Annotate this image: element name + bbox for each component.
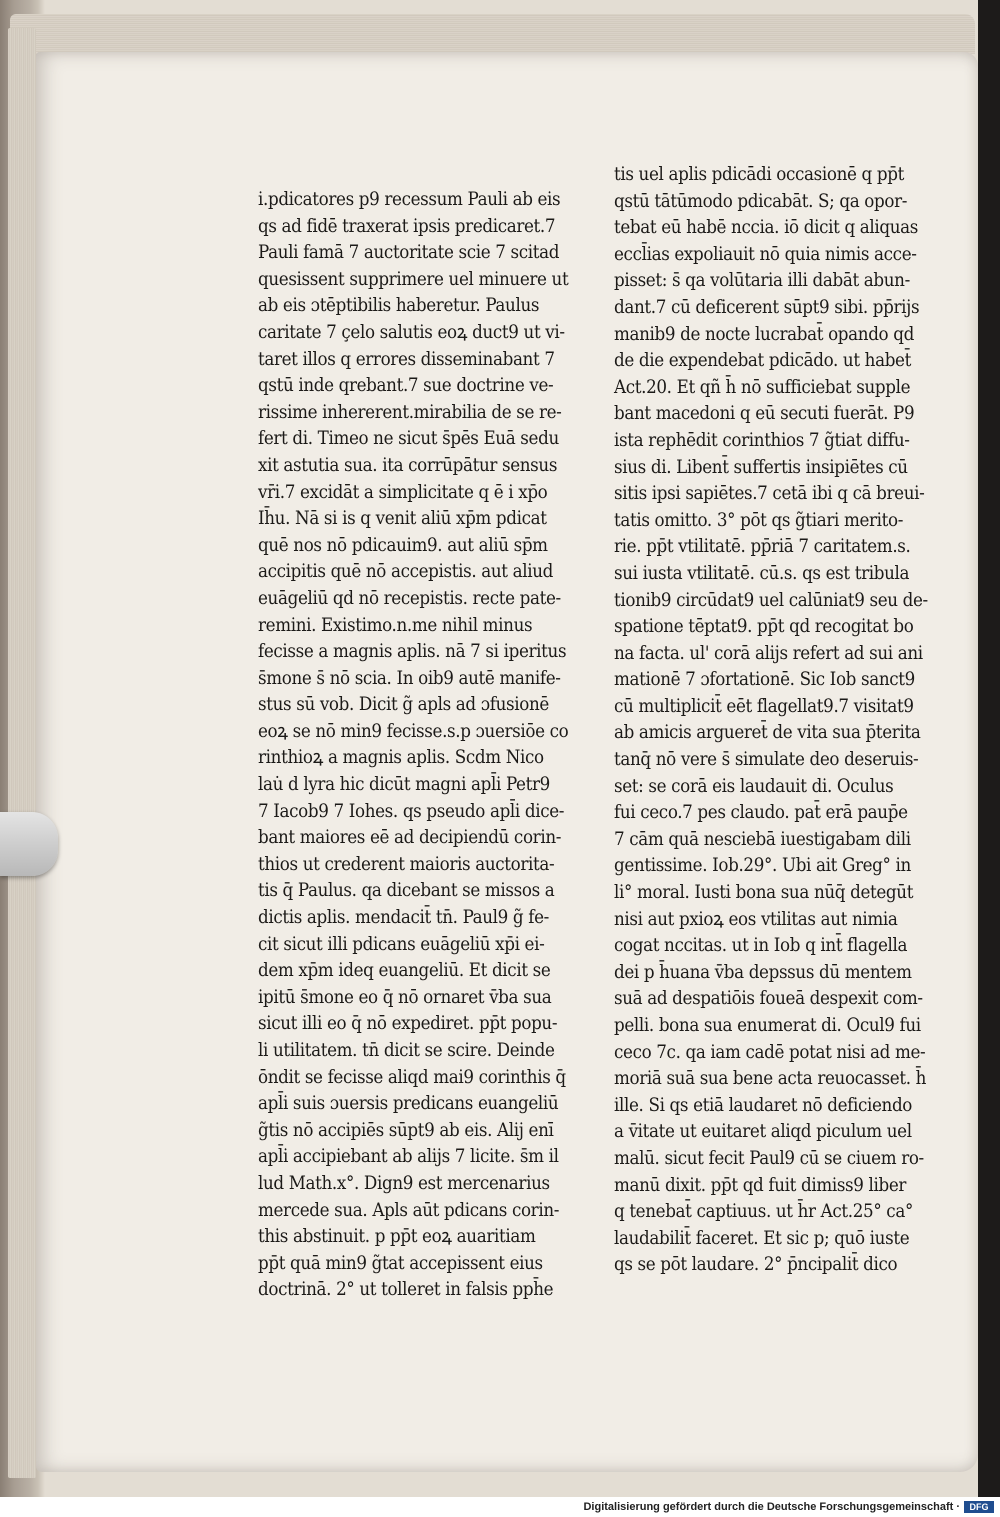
text-line: na facta. ul' corā alijs refert ad sui ani (614, 642, 923, 664)
text-line: xit astutia sua. ita corrūpātur sensus (258, 454, 558, 476)
text-line: qs se pōt laudare. 2° p̄ncipalit̄ dico (614, 1254, 898, 1276)
text-line: ab amicis argueret̄ de vita sua p̄terita (614, 722, 921, 744)
text-line: moriā suā sua bene acta reuocasset. h̄ (614, 1068, 927, 1090)
text-line: tionib9 circūdat9 uel calūniat9 seu de- (614, 589, 928, 611)
text-line: fert di. Timeo ne sicut s̄pēs Euā sedu (258, 428, 559, 450)
text-line: mationē 7 ɔfortationē. Sic Iob sanct9 (614, 669, 915, 691)
text-line: sui iusta vtilitatē. cū.s. qs est tribula (614, 562, 910, 584)
text-line: qs ad fidē traxerat ipsis predicaret.7 (258, 215, 556, 237)
text-line: Pauli famā 7 auctoritate scie 7 scitad (258, 242, 560, 264)
text-line: accipitis quē nō accepistis. aut aliud (258, 561, 554, 583)
text-line: lud Math.x°. Dign9 est mercenarius (258, 1172, 550, 1194)
text-line: suā ad despatiōis foueā despexit com- (614, 988, 923, 1010)
text-line: ōndit se fecisse aliqd mai9 corinthis q̄ (258, 1066, 566, 1088)
page-edges-left (8, 28, 36, 1478)
text-line: qstū tātūmodo pdicabāt. S; qa opor- (614, 190, 908, 212)
text-line: gentissime. Iob.29°. Ubi ait Greg° in (614, 855, 911, 877)
text-line: spatione tēptat9. pp̄t qd recogitat bo (614, 616, 914, 638)
text-line: tis q̄ Paulus. qa dicebant se missos a (258, 880, 555, 902)
text-line: fui ceco.7 pes claudo. pat̄ erā paup̄e (614, 802, 908, 824)
text-line: quē nos nō pdicauim9. aut aliū sp̄m (258, 534, 548, 556)
text-line: nisi aut pxioꝝ eos vtilitas aut nimia (614, 908, 898, 930)
text-line: apl̄i suis ɔuersis predicans euangeliū (258, 1093, 559, 1115)
text-line: dem xp̄m ideq euangeliū. Et dicit se (258, 960, 551, 982)
footer-credit (0, 1497, 1000, 1517)
text-line: li utilitatem. tn̄ dicit se scire. Deinde (258, 1040, 555, 1061)
text-line: vr̄i.7 excidāt a simplicitate q ē i xp̄o (258, 481, 548, 503)
text-line: eoꝝ se nō min9 fecisse.s.p ɔuersiōe co (258, 720, 569, 742)
text-line: a v̄itate ut euitaret aliqd piculum uel (614, 1121, 912, 1143)
text-line: mercede sua. Apls aūt pdicans corin- (258, 1199, 560, 1221)
text-line: qstū inde qrebant.7 sue doctrine ve- (258, 375, 554, 397)
text-line: g̃tis nō accipiēs sūpt9 ab eis. Alij enī (258, 1119, 554, 1141)
text-line: manib9 de nocte lucrabat̄ opando qd (614, 323, 914, 345)
left-text-column (258, 187, 588, 1304)
text-line: pp̄t quā min9 g̃tat accepissent eius (258, 1252, 543, 1274)
text-line: cit sicut illi pdicans euāgeliū xp̄i ei- (258, 933, 545, 955)
text-line: bant maiores eē ad decipiendū corin- (258, 827, 562, 849)
text-line: stus sū vob. Dicit g̃ apls ad ɔfusionē (258, 694, 549, 716)
text-line: cū multiplicit̄ eēt flagellat9.7 visitat9 (614, 695, 914, 717)
footer-credit-text: Digitalisierung gefördert durch die Deutsche Forschungsgemeinschaft · (583, 1501, 960, 1513)
text-line: cogat nccitas. ut in Iob q int̄ flagella (614, 935, 908, 957)
text-line: caritate 7 çelo salutis eoꝝ duct9 ut vi- (258, 321, 565, 343)
text-line: euāgeliū qd nō recepistis. recte pate- (258, 587, 561, 609)
text-line: malū. sicut fecit Paul9 cū se ciuem ro- (614, 1147, 924, 1169)
right-text-column (614, 162, 944, 1279)
text-line: pisset: s̄ qa volūtaria illi dabāt abun- (614, 270, 910, 292)
text-line: bant macedoni q eū secuti fuerāt. P9 (614, 403, 915, 425)
holding-strap (0, 812, 58, 876)
text-line: rie. pp̄t vtilitatē. pp̄riā 7 caritatem.s. (614, 536, 911, 558)
text-line: set: se corā eis laudauit di. Oculus (614, 775, 894, 797)
text-line: quesissent supprimere uel minuere ut (258, 268, 569, 290)
text-line: ista rephēdit corinthios 7 g̃tiat diffu- (614, 429, 910, 451)
text-line: fecisse a magnis aplis. nā 7 si iperitus (258, 641, 567, 663)
text-line: ceco 7c. qa iam cadē potat nisi ad me- (614, 1041, 926, 1063)
text-line: dei p h̄uana v̄ba depssus dū mentem (614, 961, 912, 983)
text-line: tebat eū habē nccia. iō dicit q aliquas (614, 217, 918, 239)
text-line: s̄mone s̄ nō scia. In oib9 autē manife- (258, 667, 561, 689)
text-line: pelli. bona sua enumerat di. Ocul9 fui (614, 1015, 921, 1036)
text-line: li° moral. Iusti bona sua nūq̄ detegūt (614, 882, 914, 904)
text-line: apl̄i accipiebant ab alijs 7 licite. s̄m il (258, 1146, 559, 1168)
text-line: tatis omitto. 3° pōt qs g̃tiari merito- (614, 509, 904, 531)
text-line: rissime inhererent.mirabilia de se re- (258, 401, 562, 423)
text-line: lau̇ d lyra hic dicūt magni apl̄i Petr9 (258, 774, 550, 796)
text-line: 7 Iacob9 7 Iohes. qs pseudo apl̄i dice- (258, 800, 565, 822)
text-line: laudabilit̄ faceret. Et sic p; quō iuste (614, 1227, 910, 1249)
text-line: tis uel aplis pdicādi occasionē q pp̄t (614, 164, 904, 185)
text-line: sius di. Libent̄ suffertis insipiētes cū (614, 456, 908, 478)
text-line: Ih̄u. Nā si is q venit aliū xp̄m pdicat (258, 508, 547, 530)
text-line: rinthioꝝ a magnis aplis. Scdm Nico (258, 747, 544, 769)
text-line: remini. Existimo.n.me nihil minus (258, 614, 533, 636)
text-line: de die expendebat pdicādo. ut habet̄ (614, 350, 911, 372)
text-line: sitis ipsi sapiētes.7 cetā ibi q cā breui- (614, 483, 925, 505)
text-line: ab eis ɔtēptibilis haberetur. Paulus (258, 295, 540, 317)
text-line: tanq̄ nō vere s̄ simulate deo deseruis- (614, 749, 919, 771)
text-line: q tenebat̄ captiuus. ut h̄r Act.25° ca° (614, 1201, 913, 1223)
text-line: dant.7 cū deficerent sūpt9 sibi. pp̄rijs (614, 296, 920, 318)
text-line: doctrinā. 2° ut tolleret in falsis pph̄e (258, 1279, 554, 1301)
text-line: taret illos q errores disseminabant 7 (258, 348, 555, 370)
text-line: 7 cām quā nesciebā iuestigabam dili (614, 828, 911, 850)
text-line: eccl̄ias expoliauit nō quia nimis acce- (614, 243, 917, 265)
text-line: i.pdicatores p9 recessum Pauli ab eis (258, 189, 561, 210)
text-line: Act.20. Et qñ h̄ nō sufficiebat supple (614, 376, 911, 398)
right-shadow (978, 0, 1000, 1497)
text-line: ille. Si qs etiā laudaret nō deficiendo (614, 1094, 913, 1116)
text-line: ipitū s̄mone eo q̄ nō ornaret v̄ba sua (258, 986, 552, 1008)
text-line: sicut illi eo q̄ nō expediret. pp̄t popu- (258, 1013, 558, 1035)
text-line: manū dixit. pp̄t qd fuit dimiss9 liber (614, 1174, 907, 1196)
text-line: dictis aplis. mendacit̄ tn̄. Paul9 g̃ fe- (258, 907, 549, 929)
text-line: this abstinuit. p pp̄t eoꝝ auaritiam (258, 1226, 536, 1248)
text-line: thios ut crederent maioris auctorita- (258, 853, 555, 875)
page-edges-top (10, 14, 975, 54)
dfg-logo: DFG (964, 1501, 994, 1513)
